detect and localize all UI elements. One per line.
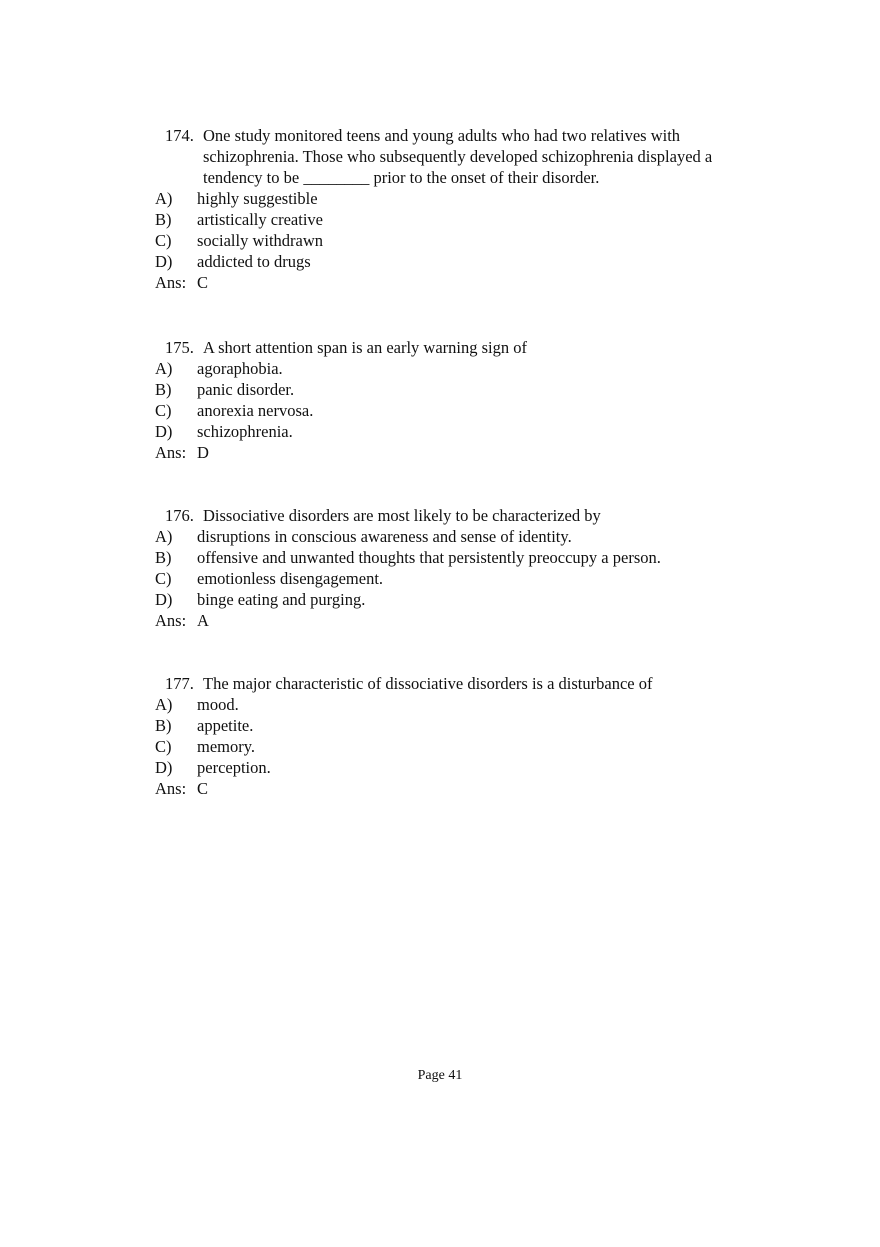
option-letter: A) <box>155 359 173 378</box>
option-c <box>155 400 755 421</box>
option-text: anorexia nervosa. <box>197 401 314 420</box>
option-text: emotionless disengagement. <box>197 569 384 588</box>
option-text: offensive and unwanted thoughts that persistently preoccupy a person. <box>197 548 661 567</box>
question-text: Dissociative disorders are most likely to be characterized by <box>203 506 601 525</box>
option-letter: B) <box>155 380 172 399</box>
question-number: 177. <box>165 674 194 693</box>
option-text: disruptions in conscious awareness and sense of identity. <box>197 527 572 546</box>
option-letter: D) <box>155 252 173 271</box>
option-text: mood. <box>197 695 239 714</box>
question-stem <box>155 673 755 694</box>
option-b <box>155 715 755 736</box>
option-c <box>155 230 755 251</box>
option-text: highly suggestible <box>197 189 318 208</box>
option-a <box>155 358 755 379</box>
option-a <box>155 188 755 209</box>
answer-label: Ans: <box>155 273 187 292</box>
option-text: binge eating and purging. <box>197 590 366 609</box>
option-letter: C) <box>155 737 172 756</box>
option-text: perception. <box>197 758 271 777</box>
question-177 <box>155 673 755 799</box>
answer-line <box>155 610 755 631</box>
option-d <box>155 251 755 272</box>
option-text: panic disorder. <box>197 380 295 399</box>
option-a <box>155 694 755 715</box>
option-letter: C) <box>155 569 172 588</box>
option-letter: C) <box>155 401 172 420</box>
question-text: One study monitored teens and young adults who had two relatives with schizophrenia. Those who subsequently developed schizophrenia displayed a tendency to be ________ prior to the onset of their disorder. <box>203 126 713 187</box>
option-d <box>155 757 755 778</box>
option-letter: A) <box>155 527 173 546</box>
question-stem <box>155 505 755 526</box>
option-text: appetite. <box>197 716 254 735</box>
option-letter: A) <box>155 695 173 714</box>
option-letter: D) <box>155 590 173 609</box>
option-letter: D) <box>155 758 173 777</box>
answer-value: C <box>197 273 209 292</box>
option-d <box>155 589 755 610</box>
option-b <box>155 379 755 400</box>
question-stem <box>155 337 755 358</box>
option-c <box>155 736 755 757</box>
answer-value: C <box>197 779 209 798</box>
option-letter: D) <box>155 422 173 441</box>
option-text: artistically creative <box>197 210 323 229</box>
option-text: socially withdrawn <box>197 231 324 250</box>
answer-line <box>155 778 755 799</box>
option-b <box>155 209 755 230</box>
answer-value: D <box>197 443 209 462</box>
question-176 <box>155 505 755 631</box>
question-number: 174. <box>165 126 194 145</box>
option-text: addicted to drugs <box>197 252 311 271</box>
option-d <box>155 421 755 442</box>
question-text: A short attention span is an early warning sign of <box>203 338 527 357</box>
option-letter: B) <box>155 716 172 735</box>
question-text: The major characteristic of dissociative disorders is a disturbance of <box>203 674 653 693</box>
answer-label: Ans: <box>155 779 187 798</box>
question-stem <box>155 125 755 188</box>
option-letter: C) <box>155 231 172 250</box>
answer-line <box>155 272 755 293</box>
question-174 <box>155 125 755 293</box>
option-a <box>155 526 755 547</box>
option-letter: B) <box>155 210 172 229</box>
answer-label: Ans: <box>155 611 187 630</box>
answer-label: Ans: <box>155 443 187 462</box>
option-text: schizophrenia. <box>197 422 293 441</box>
option-c <box>155 568 755 589</box>
answer-line <box>155 442 755 463</box>
page-number: Page 41 <box>417 1068 463 1083</box>
option-b <box>155 547 755 568</box>
option-letter: A) <box>155 189 173 208</box>
question-number: 176. <box>165 506 194 525</box>
answer-value: A <box>197 611 209 630</box>
option-text: memory. <box>197 737 256 756</box>
question-175 <box>155 337 755 463</box>
question-number: 175. <box>165 338 194 357</box>
option-letter: B) <box>155 548 172 567</box>
option-text: agoraphobia. <box>197 359 283 378</box>
